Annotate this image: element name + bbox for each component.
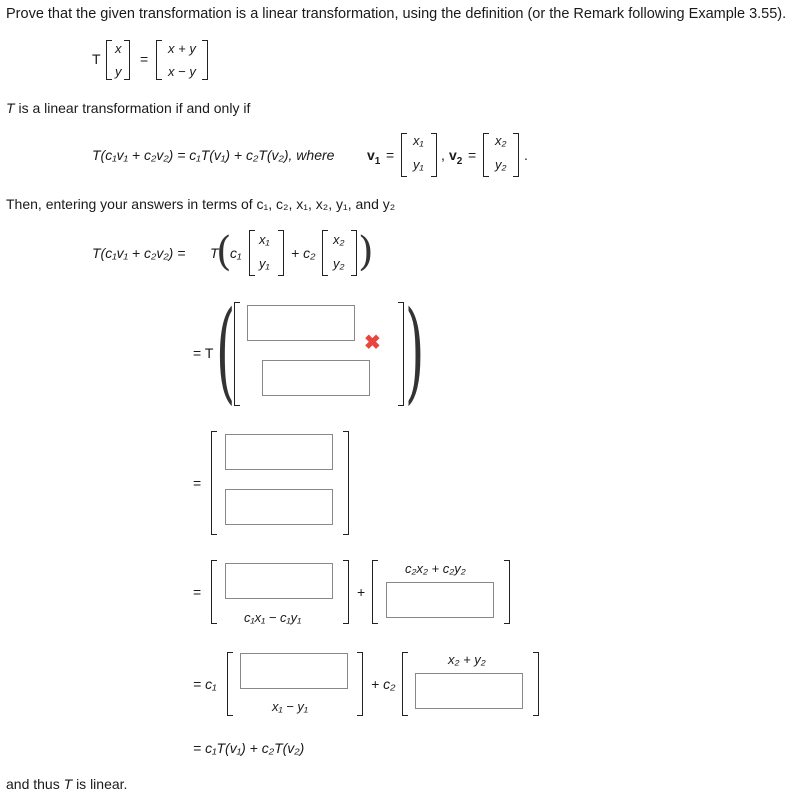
step6-result: = c₁T(v₁) + c₂T(v₂) — [193, 740, 305, 756]
statement-text: is a linear transformation if and only if — [18, 100, 251, 116]
step2-right-paren: ) — [405, 287, 425, 415]
instruction-text: Then, entering your answers in terms of c₁, c₂, x₁, x₂, y₁, and y₂ — [6, 196, 396, 212]
step3-left-bracket — [211, 431, 217, 535]
v2-right-bracket — [513, 133, 519, 177]
step5-answer-1[interactable] — [240, 653, 348, 689]
step5-answer-2[interactable] — [415, 673, 523, 709]
conclusion-post: is linear. — [76, 776, 128, 792]
step5-bracket2-right — [533, 652, 539, 716]
linear-statement — [6, 100, 250, 116]
v1-equals: = — [386, 147, 395, 163]
step5-bottom1: x₁ − y₁ — [272, 699, 309, 714]
step1-bracket1-right — [278, 230, 284, 276]
step2-left-bracket — [234, 302, 240, 406]
step4-bracket1-right — [343, 560, 349, 624]
step5-eq-c1: = c₁ — [193, 676, 217, 692]
def-result-right-bracket — [202, 40, 208, 80]
step2-answer-top[interactable] — [247, 305, 355, 341]
step5-bracket1-right — [357, 652, 363, 716]
step1-plus-c2: + c₂ — [291, 245, 316, 261]
step1-bracket2-right — [351, 230, 357, 276]
step3-answer-bottom[interactable] — [225, 489, 333, 525]
step4-top2: c₂x₂ + c₂y₂ — [405, 561, 466, 576]
step2-left-paren: ( — [216, 287, 236, 415]
v2-left-bracket — [483, 133, 489, 177]
def-x: x — [115, 41, 122, 56]
def-right-bracket — [124, 40, 130, 80]
step5-bracket2-left — [402, 652, 408, 716]
prompt-text: Prove that the given transformation is a linear transformation, using the definition (or the Remark following Example 3.55). — [6, 6, 787, 22]
incorrect-x-icon: ✖ — [364, 332, 381, 354]
def-result-left-bracket — [156, 40, 162, 80]
v1-label: $v_1$ — [367, 147, 381, 167]
def-T: T — [92, 51, 101, 67]
conclusion-pre: and thus — [6, 776, 60, 792]
v1-left-bracket — [401, 133, 407, 177]
def-left-bracket — [106, 40, 112, 80]
step1-left-paren: ( — [216, 229, 232, 275]
conclusion — [6, 776, 127, 792]
step4-answer-2[interactable] — [386, 582, 494, 618]
step5-plus-c2: + c₂ — [371, 676, 396, 692]
step3-right-bracket — [343, 431, 349, 535]
step1-y2: y₂ — [333, 256, 345, 271]
statement-T: T — [6, 100, 15, 116]
step4-bracket2-left — [372, 560, 378, 624]
step1-y1: y₁ — [259, 256, 270, 271]
v2-y2: y₂ — [495, 157, 507, 172]
v1-y1: y₁ — [413, 157, 424, 172]
v2-label: $v_2$ — [449, 147, 463, 167]
conclusion-T: T — [63, 776, 73, 792]
step1-lhs: T(c₁v₁ + c₂v₂) = — [92, 245, 186, 261]
step5-bracket1-left — [227, 652, 233, 716]
step1-x2: x₂ — [333, 232, 345, 247]
v-comma: , — [441, 147, 445, 163]
step1-right-paren: ) — [358, 229, 374, 275]
step1-c1: c₁ — [230, 245, 242, 261]
linearity-lhs: T(c₁v₁ + c₂v₂) = c₁T(v₁) + c₂T(v₂), where — [92, 147, 335, 163]
step2-right-bracket — [398, 302, 404, 406]
v1-right-bracket — [431, 133, 437, 177]
step4-answer-1[interactable] — [225, 563, 333, 599]
step1-bracket1-left — [249, 230, 255, 276]
def-equals: = — [140, 51, 149, 67]
v2-equals: = — [468, 147, 477, 163]
step4-bracket2-right — [504, 560, 510, 624]
step4-plus: + — [357, 584, 366, 600]
step4-bracket1-left — [211, 560, 217, 624]
step1-x1: x₁ — [259, 232, 270, 247]
step2-eq-T: = T — [193, 345, 214, 361]
def-top: x + y — [168, 41, 196, 56]
step2-answer-bottom[interactable] — [262, 360, 370, 396]
def-y: y — [115, 64, 122, 79]
step5-top2: x₂ + y₂ — [448, 652, 486, 667]
step3-eq: = — [193, 475, 202, 491]
v2-x2: x₂ — [495, 133, 507, 148]
step1-bracket2-left — [322, 230, 328, 276]
step4-eq: = — [193, 584, 202, 600]
step4-bottom1: c₁x₁ − c₁y₁ — [244, 610, 302, 625]
v1-x1: x₁ — [413, 133, 424, 148]
def-bottom: x − y — [168, 64, 196, 79]
step1-T: T — [210, 245, 219, 261]
step3-answer-top[interactable] — [225, 434, 333, 470]
v-period: . — [524, 147, 528, 163]
